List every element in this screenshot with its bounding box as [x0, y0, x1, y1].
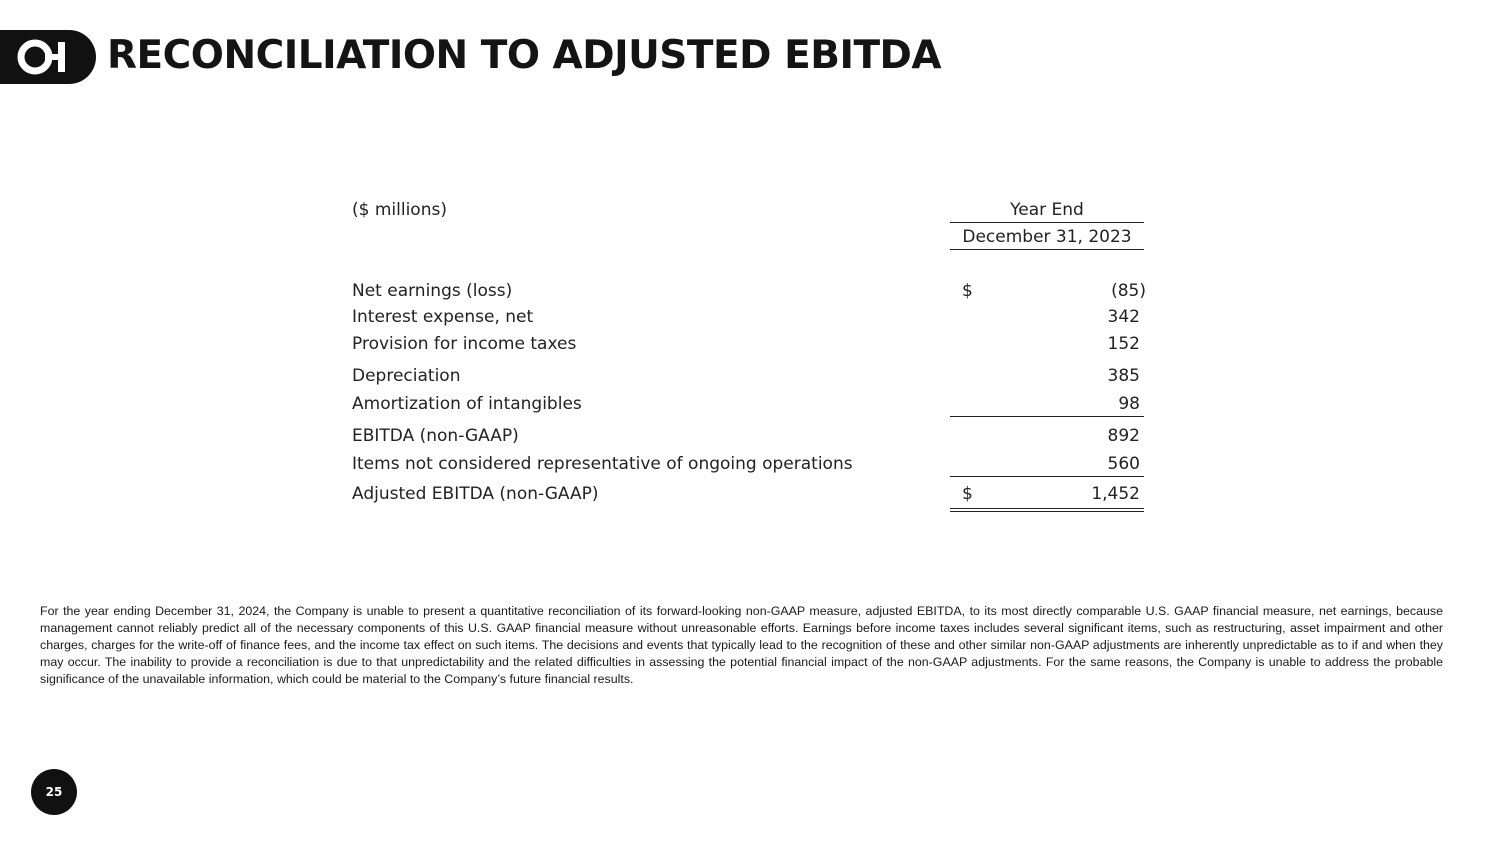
- reconciliation-table: [352, 196, 1152, 526]
- row-value-adjusted-ebitda: 1,452: [1091, 484, 1140, 504]
- page-number-badge: 25: [31, 769, 77, 815]
- units-label: ($ millions): [352, 200, 447, 220]
- row-label-interest-expense: Interest expense, net: [352, 307, 534, 327]
- row-label-net-earnings: Net earnings (loss): [352, 281, 513, 301]
- currency-symbol: $: [962, 281, 973, 301]
- row-value-amortization: 98: [1118, 394, 1140, 414]
- subtotal-rule: [950, 416, 1144, 417]
- column-header-year-end: Year End: [1010, 200, 1084, 220]
- row-value-depreciation: 385: [1107, 366, 1140, 386]
- row-label-other-items: Items not considered representative of ongoing operations: [352, 454, 853, 474]
- header-rule: [950, 222, 1144, 223]
- column-header-date: December 31, 2023: [962, 227, 1132, 247]
- total-double-rule: [950, 508, 1144, 512]
- row-value-net-earnings: (85): [1111, 281, 1146, 301]
- row-label-depreciation: Depreciation: [352, 366, 461, 386]
- row-label-ebitda: EBITDA (non-GAAP): [352, 426, 519, 446]
- row-value-other-items: 560: [1107, 454, 1140, 474]
- subtotal-rule: [950, 476, 1144, 477]
- logo: [0, 30, 96, 84]
- page-title: RECONCILIATION TO ADJUSTED EBITDA: [107, 33, 942, 78]
- row-label-amortization: Amortization of intangibles: [352, 394, 582, 414]
- currency-symbol: $: [962, 484, 973, 504]
- oi-logo-icon: [16, 38, 78, 76]
- footnote-paragraph: For the year ending December 31, 2024, the Company is unable to present a quantitative reconciliation of its forward-looking non-GAAP measure, adjusted EBITDA, to its most directly comparable U.S. GAAP financial measure, net earnings, because management cannot reliably predict all of the necessary components of this U.S. GAAP financial measure without unreasonable efforts. Earnings before income taxes includes several significant items, such as restructuring, asset impairment and other charges, charges for the write-off of finance fees, and the income tax effect on such items. The decisions and events that typically lead to the recognition of these and other similar non-GAAP adjustments are inherently unpredictable as to if and when they may occur. The inability to provide a reconciliation is due to that unpredictability and the related difficulties in assessing the potential financial impact of the non-GAAP adjustments. For the same reasons, the Company is unable to address the probable significance of the unavailable information, which could be material to the Company’s future financial results.: [40, 604, 1443, 686]
- row-label-income-taxes: Provision for income taxes: [352, 334, 577, 354]
- header-rule: [950, 249, 1144, 250]
- row-value-interest-expense: 342: [1107, 307, 1140, 327]
- row-value-ebitda: 892: [1107, 426, 1140, 446]
- row-label-adjusted-ebitda: Adjusted EBITDA (non-GAAP): [352, 484, 599, 504]
- row-value-income-taxes: 152: [1107, 334, 1140, 354]
